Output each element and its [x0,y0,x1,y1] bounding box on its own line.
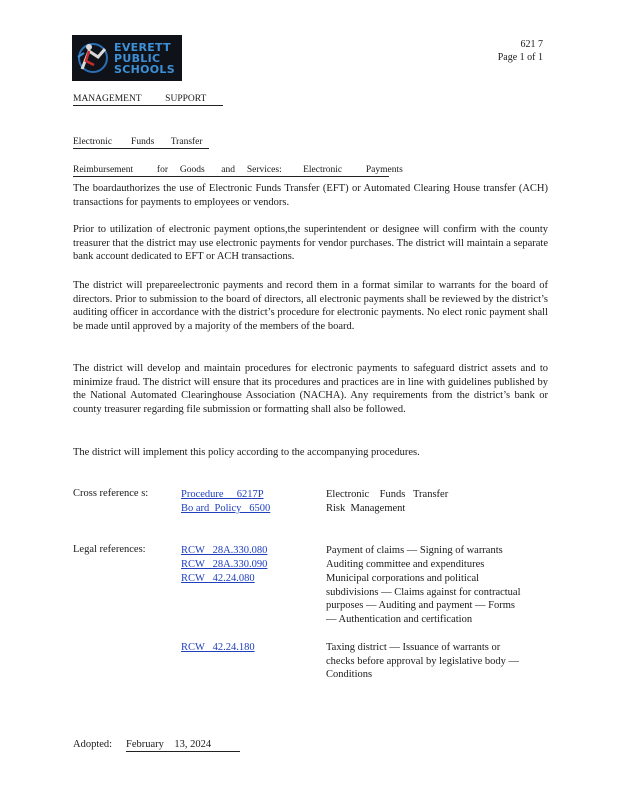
paragraph-4: The district will develop and maintain procedures for electronic payments to safeguard district assets and to minimize fraud. The district will ensure that its procedures and practices are in line with guidelines published by the National Automated Clearinghouse Association (NACHA). Any requirements from the district’s bank or county treasurer regarding file submission or formatting shall also be followed. [73,363,548,415]
paragraph-5: The district will implement this policy according to the accompanying procedures. [73,447,420,458]
paragraph-3: The district will prepareelectronic payments and record them in a format similar to warrants for the board of directors. Prior to submission to the board of directors, all electronic payments shall be reviewed by the district’s auditing officer in accordance with the district’s procedure for electronic payments. No elect ronic payment shall be made until approved by a majority of the members of the board. [73,280,548,332]
legal-ref-desc: Payment of claims — Signing of warrants [326,545,503,556]
document-number: 621 7 [520,39,543,50]
legal-ref-link[interactable]: RCW 28A.330.090 [181,559,268,570]
legal-ref-link[interactable]: RCW 42.24.180 [181,642,255,653]
policy-title: Electronic Funds Transfer [73,137,209,149]
student-figure-icon [72,35,114,81]
logo-text: EVERETT PUBLIC SCHOOLS [114,40,175,76]
legal-ref-desc: Taxing district — Issuance of warrants or checks before approval by legislative body — Conditions [326,642,520,681]
cross-ref-link-policy[interactable]: Bo ard Policy 6500 [181,503,271,514]
legal-ref-desc: Auditing committee and expenditures [326,559,485,570]
document-number-block [498,38,543,64]
policy-subtitle: Reimbursement for Goods and Services: Electronic Payments [73,165,403,175]
legal-ref-link[interactable]: RCW 42.24.080 [181,573,255,584]
cross-ref-link-procedure[interactable]: Procedure 6217P [181,489,264,500]
paragraph-1: The boardauthorizes the use of Electronic Funds Transfer (EFT) or Automated Clearing House transfer (ACH) transactions for payments to employees or vendors. [73,183,548,208]
paragraph-2: Prior to utilization of electronic payment options,the superintendent or designee will confirm with the county treasurer that the district may use electronic payments for vendor purchases. The district will maintain a separate bank account dedicated to EFT or ACH transactions. [73,224,548,263]
adopted-date: February 13, 2024 [126,739,240,752]
cross-reference-label: Cross reference s: [73,488,149,499]
district-logo [72,35,182,81]
adopted-label: Adopted: [73,739,113,750]
legal-ref-desc: Municipal corporations and political subdivisions — Claims against for contractual purposes — Auditing and payment — Forms — Authentication and certification [326,573,521,625]
legal-references-label: Legal references: [73,544,146,555]
legal-ref-link[interactable]: RCW 28A.330.080 [181,545,268,556]
page-indicator: Page 1 of 1 [497,52,543,63]
cross-ref-desc: Electronic Funds Transfer [326,489,449,500]
section-heading: MANAGEMENT SUPPORT [73,94,223,106]
cross-ref-desc: Risk Management [326,503,406,514]
